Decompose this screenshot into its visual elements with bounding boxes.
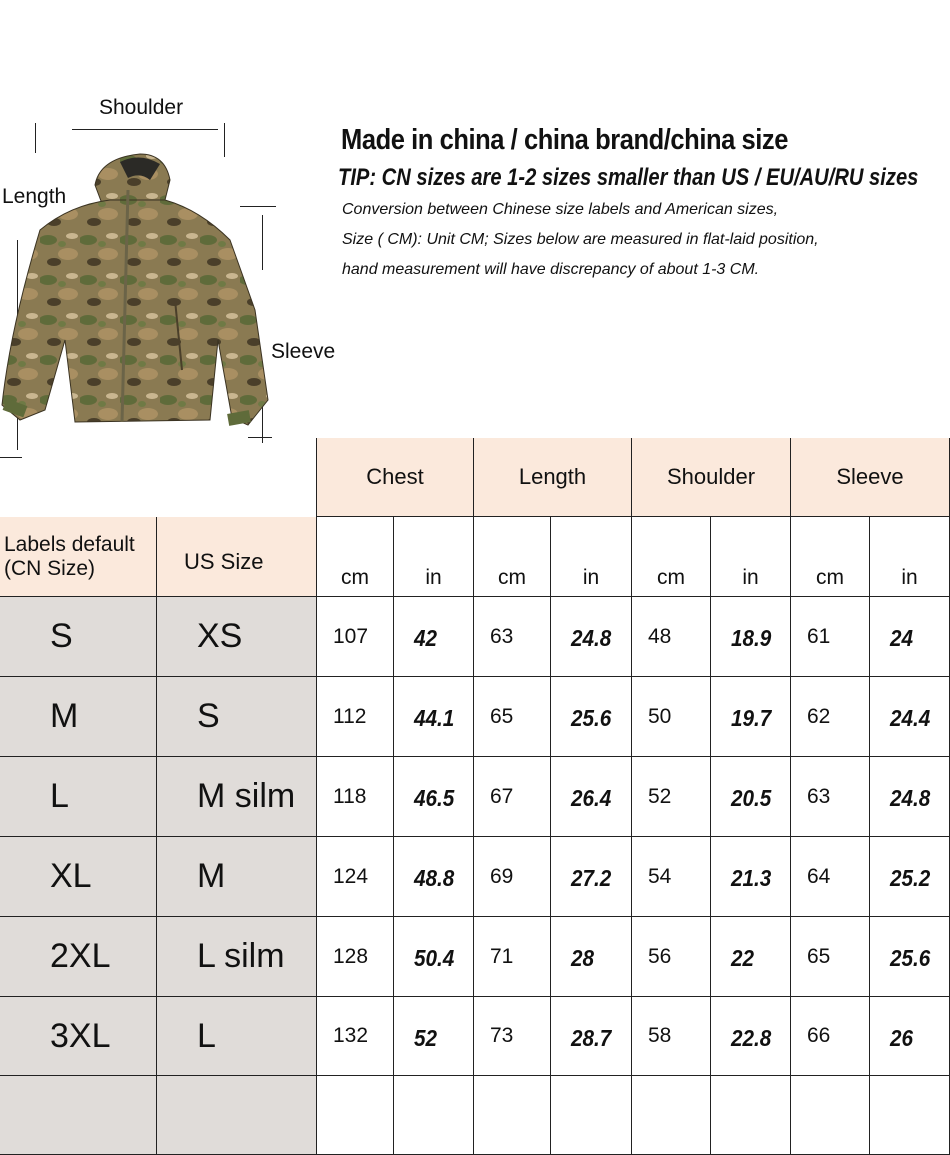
page-heading: Made in china / china brand/china size bbox=[341, 124, 789, 156]
empty-cell bbox=[632, 1076, 711, 1155]
value-in-cell-text: 24.8 bbox=[571, 625, 612, 651]
value-in-cell-text: 48.8 bbox=[414, 865, 455, 891]
value-cm-cell bbox=[791, 917, 870, 997]
header-chest-text: Chest bbox=[366, 464, 424, 489]
unit-in-text: in bbox=[901, 566, 918, 589]
note-line-2: Size ( CM): Unit CM; Sizes below are measured in flat-laid position, bbox=[342, 231, 819, 248]
value-cm-cell bbox=[632, 677, 711, 757]
us-size-cell bbox=[157, 997, 317, 1076]
value-in-cell bbox=[870, 757, 950, 837]
value-cm-cell bbox=[317, 917, 394, 997]
value-in-cell-text: 27.2 bbox=[571, 865, 612, 891]
value-cm-cell-text: 62 bbox=[807, 704, 831, 728]
note-line-1: Conversion between Chinese size labels and American sizes, bbox=[342, 201, 779, 218]
value-cm-cell bbox=[474, 997, 551, 1076]
value-in-cell bbox=[394, 997, 474, 1076]
value-cm-cell-text: 107 bbox=[333, 624, 369, 648]
value-in-cell bbox=[711, 597, 791, 677]
value-in-cell bbox=[711, 837, 791, 917]
value-cm-cell-text: 58 bbox=[648, 1024, 672, 1047]
value-cm-cell bbox=[474, 677, 551, 757]
value-in-cell bbox=[551, 757, 632, 837]
value-cm-cell bbox=[632, 917, 711, 997]
value-in-cell bbox=[551, 997, 632, 1076]
value-cm-cell-text: 66 bbox=[807, 1024, 831, 1047]
value-cm-cell-text: 73 bbox=[490, 1024, 514, 1047]
value-in-cell-text: 22.8 bbox=[731, 1024, 772, 1051]
value-cm-cell-text: 50 bbox=[648, 704, 672, 728]
value-cm-cell bbox=[632, 597, 711, 677]
header-chest bbox=[317, 438, 474, 517]
value-in-cell-text: 24.4 bbox=[890, 705, 931, 731]
value-in-cell-text: 24 bbox=[890, 625, 914, 651]
empty-cell bbox=[791, 1076, 870, 1155]
empty-cell bbox=[0, 1076, 157, 1155]
value-cm-cell bbox=[632, 997, 711, 1076]
us-size-cell bbox=[157, 837, 317, 917]
sleeve-tick-bottom bbox=[248, 437, 272, 438]
value-cm-cell bbox=[632, 757, 711, 837]
value-in-cell bbox=[711, 917, 791, 997]
value-cm-cell-text: 118 bbox=[333, 784, 367, 808]
value-cm-cell bbox=[791, 997, 870, 1076]
value-in-cell-text: 20.5 bbox=[731, 785, 772, 811]
header-sleeve-text: Sleeve bbox=[836, 464, 904, 489]
value-cm-cell-text: 61 bbox=[807, 624, 831, 648]
us-size-cell bbox=[157, 917, 317, 997]
value-in-cell bbox=[870, 997, 950, 1076]
value-cm-cell-text: 65 bbox=[807, 944, 831, 968]
value-cm-cell-text: 132 bbox=[333, 1024, 369, 1047]
us-size-cell-text: M silm bbox=[197, 777, 296, 815]
value-cm-cell bbox=[791, 837, 870, 917]
header-us-size-text: US Size bbox=[184, 548, 264, 574]
size-label-cell bbox=[0, 677, 157, 757]
value-cm-cell-text: 63 bbox=[490, 624, 514, 648]
header-labels-default-text: Labels default (CN Size) bbox=[4, 532, 135, 580]
value-cm-cell bbox=[317, 997, 394, 1076]
value-cm-cell bbox=[474, 917, 551, 997]
us-size-cell-text: S bbox=[197, 697, 220, 735]
value-cm-cell-text: 48 bbox=[648, 624, 672, 648]
size-label-cell-text: 2XL bbox=[50, 937, 111, 975]
header-labels-default bbox=[0, 517, 157, 597]
unit-cm bbox=[632, 517, 711, 597]
value-cm-cell-text: 124 bbox=[333, 864, 369, 888]
value-in-cell bbox=[870, 917, 950, 997]
shoulder-tick-left bbox=[35, 123, 36, 153]
empty-cell bbox=[157, 1076, 317, 1155]
value-cm-cell-text: 112 bbox=[333, 704, 367, 728]
us-size-cell bbox=[157, 757, 317, 837]
value-in-cell bbox=[870, 597, 950, 677]
camo-jacket-image bbox=[0, 150, 275, 435]
value-cm-cell bbox=[474, 597, 551, 677]
value-in-cell-text: 52 bbox=[414, 1024, 438, 1051]
value-in-cell bbox=[394, 837, 474, 917]
unit-cm-text: cm bbox=[816, 566, 844, 589]
us-size-cell-text: L bbox=[197, 1016, 216, 1055]
us-size-cell-text: M bbox=[197, 857, 226, 895]
unit-cm bbox=[474, 517, 551, 597]
value-in-cell-text: 28.7 bbox=[571, 1024, 612, 1051]
value-in-cell bbox=[711, 677, 791, 757]
header-shoulder-text: Shoulder bbox=[666, 464, 756, 489]
sleeve-label: Sleeve bbox=[271, 340, 336, 363]
value-in-cell bbox=[551, 597, 632, 677]
value-cm-cell-text: 128 bbox=[333, 944, 369, 968]
value-in-cell bbox=[551, 917, 632, 997]
value-cm-cell-text: 65 bbox=[490, 704, 514, 728]
value-cm-cell-text: 71 bbox=[490, 944, 514, 968]
size-tip: TIP: CN sizes are 1-2 sizes smaller than US / EU/AU/RU sizes bbox=[338, 164, 919, 191]
size-label-cell-text: S bbox=[50, 617, 73, 655]
shoulder-measure-line bbox=[72, 129, 218, 130]
us-size-cell bbox=[157, 597, 317, 677]
us-size-cell-text: L silm bbox=[197, 937, 285, 975]
size-label-cell bbox=[0, 997, 157, 1076]
header-length-text: Length bbox=[518, 464, 587, 489]
unit-in bbox=[551, 517, 632, 597]
value-cm-cell bbox=[474, 757, 551, 837]
header-us-size bbox=[157, 517, 317, 597]
value-cm-cell bbox=[791, 757, 870, 837]
value-cm-cell-text: 54 bbox=[648, 864, 672, 888]
value-in-cell-text: 26 bbox=[890, 1024, 914, 1051]
value-cm-cell bbox=[317, 837, 394, 917]
value-cm-cell bbox=[791, 597, 870, 677]
unit-in bbox=[394, 517, 474, 597]
value-in-cell bbox=[711, 997, 791, 1076]
value-in-cell-text: 46.5 bbox=[414, 785, 455, 811]
unit-cm bbox=[317, 517, 394, 597]
empty-cell bbox=[870, 1076, 950, 1155]
unit-in-text: in bbox=[425, 566, 442, 589]
unit-cm-text: cm bbox=[341, 566, 369, 589]
value-in-cell bbox=[551, 837, 632, 917]
value-in-cell-text: 25.6 bbox=[571, 705, 612, 731]
empty-cell bbox=[317, 1076, 394, 1155]
empty-cell bbox=[551, 1076, 632, 1155]
value-in-cell bbox=[394, 677, 474, 757]
value-in-cell-text: 42 bbox=[414, 625, 438, 651]
value-in-cell bbox=[394, 917, 474, 997]
size-label-cell bbox=[0, 597, 157, 677]
unit-in-text: in bbox=[742, 566, 759, 589]
value-cm-cell bbox=[317, 677, 394, 757]
value-in-cell-text: 18.9 bbox=[731, 625, 772, 651]
value-in-cell bbox=[870, 677, 950, 757]
value-in-cell bbox=[551, 677, 632, 757]
value-in-cell-text: 24.8 bbox=[890, 785, 931, 811]
size-label-cell-text: M bbox=[50, 697, 79, 735]
value-in-cell-text: 26.4 bbox=[571, 785, 612, 811]
value-in-cell bbox=[394, 757, 474, 837]
unit-in-text: in bbox=[582, 566, 600, 589]
value-cm-cell-text: 63 bbox=[807, 784, 831, 808]
value-in-cell-text: 28 bbox=[571, 945, 595, 971]
value-in-cell-text: 50.4 bbox=[414, 945, 455, 971]
value-in-cell bbox=[394, 597, 474, 677]
shoulder-label: Shoulder bbox=[99, 96, 184, 119]
unit-cm-text: cm bbox=[657, 566, 685, 589]
value-in-cell-text: 44.1 bbox=[414, 705, 455, 731]
note-line-3: hand measurement will have discrepancy of about 1-3 CM. bbox=[342, 261, 760, 278]
value-cm-cell-text: 52 bbox=[648, 784, 672, 808]
empty-cell bbox=[711, 1076, 791, 1155]
value-in-cell bbox=[870, 837, 950, 917]
value-in-cell-text: 22 bbox=[731, 945, 755, 971]
size-label-cell bbox=[0, 757, 157, 837]
value-cm-cell bbox=[317, 757, 394, 837]
unit-cm bbox=[791, 517, 870, 597]
value-cm-cell-text: 67 bbox=[490, 784, 514, 808]
value-in-cell-text: 19.7 bbox=[731, 705, 772, 731]
size-label-cell-text: L bbox=[50, 777, 69, 815]
us-size-cell-text: XS bbox=[197, 617, 243, 655]
header-shoulder bbox=[632, 438, 791, 517]
size-label-cell-text: 3XL bbox=[50, 1016, 111, 1055]
us-size-cell bbox=[157, 677, 317, 757]
header-sleeve bbox=[791, 438, 950, 517]
size-label-cell-text: XL bbox=[50, 857, 92, 895]
unit-cm-text: cm bbox=[498, 566, 526, 589]
empty-cell bbox=[394, 1076, 474, 1155]
length-tick-bottom bbox=[0, 457, 22, 458]
value-cm-cell bbox=[317, 597, 394, 677]
size-label-cell bbox=[0, 837, 157, 917]
empty-cell bbox=[474, 1076, 551, 1155]
value-in-cell-text: 25.6 bbox=[890, 945, 931, 971]
value-cm-cell bbox=[791, 677, 870, 757]
size-label-cell bbox=[0, 917, 157, 997]
value-cm-cell-text: 56 bbox=[648, 944, 672, 968]
value-in-cell bbox=[711, 757, 791, 837]
header-length bbox=[474, 438, 632, 517]
value-cm-cell bbox=[632, 837, 711, 917]
value-in-cell-text: 25.2 bbox=[890, 865, 931, 891]
value-in-cell-text: 21.3 bbox=[731, 865, 772, 891]
value-cm-cell bbox=[474, 837, 551, 917]
unit-in bbox=[711, 517, 791, 597]
value-cm-cell-text: 69 bbox=[490, 864, 514, 888]
value-cm-cell-text: 64 bbox=[807, 864, 831, 888]
length-label: Length bbox=[2, 185, 67, 208]
unit-in bbox=[870, 517, 950, 597]
